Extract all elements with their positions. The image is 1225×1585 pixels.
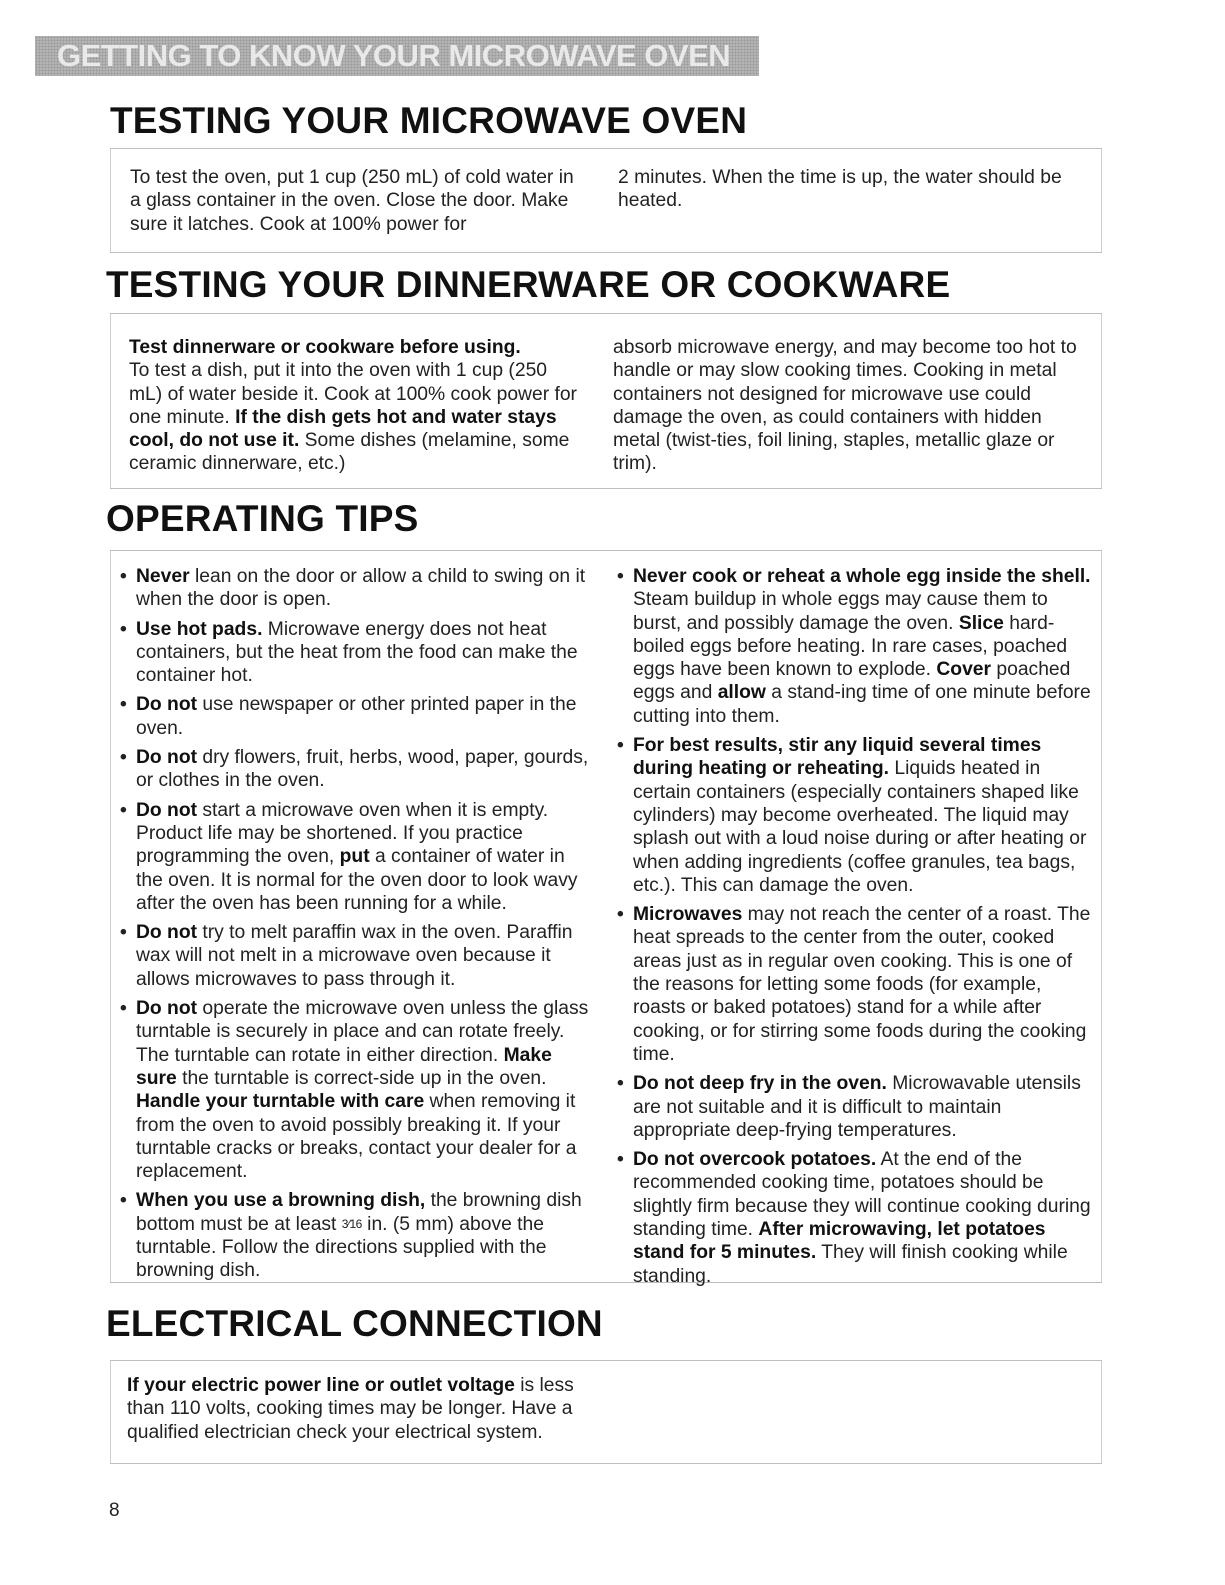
dinnerware-left-text-2: Some dishes (melamine, some ceramic dinnerware, etc.) [129,430,570,475]
dinnerware-left [129,336,581,476]
tip-text: They will finish cooking while standing. [633,1242,1068,1287]
tip-bold: Do not deep fry in the oven. [633,1073,887,1095]
tip-bold: allow [717,682,766,704]
heading-electrical-connection: ELECTRICAL CONNECTION [106,1303,603,1344]
box-testing-oven [110,148,1102,253]
dinnerware-left-text-1: To test a dish, put it into the oven with 1 cup (250 mL) of water beside it. Cook at 100% cook power for one minute. [129,360,577,428]
tip-text: the turntable is correct-side up in the oven. [176,1067,547,1089]
box-testing-dinnerware [110,313,1102,489]
tip-bold: Slice [958,612,1004,634]
electrical-lead: If your electric power line or outlet voltage [127,1375,515,1396]
tip-item [120,921,595,991]
tip-bold: Cover [936,659,992,681]
tip-item [617,1148,1095,1288]
tip-text: when removing it from the oven to avoid possibly breaking it. If your turntable cracks or breaks, contact your dealer for a replacement. [136,1091,577,1183]
tip-text: poached eggs and [633,659,1071,704]
tip-item [120,799,595,915]
tip-item [120,618,595,688]
tip-bold: Do not [136,998,198,1020]
tips-list-right [617,565,1095,1288]
tip-bold: Do not [136,922,198,944]
tip-bold: Make sure [136,1044,552,1089]
tip-text: try to melt paraffin wax in the oven. Paraffin wax will not melt in a microwave oven because it allows microwaves to pass through it. [136,922,573,990]
tip-item [120,746,595,793]
tip-item [617,734,1095,897]
tip-bold: Do not overcook potatoes. [633,1149,877,1171]
tip-text: may not reach the center of a roast. The heat spreads to the center from the outer, cooked areas just as in regular oven cooking. This is one of the reasons for letting some foods (for example, roasts or baked potatoes) stand for a while after cooking, or for stirring some foods during the cooking time. [633,904,1091,1065]
fraction: 3⁄16 [341,1216,362,1231]
testing-oven-right-text: 2 minutes. When the time is up, the water should be heated. [618,167,1062,212]
tip-text: Microwave energy does not heat containers, but the heat from the food can make the container hot. [136,618,578,687]
testing-oven-left-text: To test the oven, put 1 cup (250 mL) of cold water in a glass container in the oven. Close the door. Make sure it latches. Cook at 100% power for [130,167,574,235]
tip-text: At the end of the recommended cooking time, potatoes should be slightly firm because they will continue cooking during standing time. [633,1149,1091,1241]
banner-text: GETTING TO KNOW YOUR MICROWAVE OVEN [57,38,731,73]
electrical-left [127,1374,607,1444]
testing-oven-left [130,166,580,236]
tip-text: hard-boiled eggs before heating. In rare cases, poached eggs have been known to explode. [633,612,1068,681]
tip-item [120,565,595,612]
tip-text: a container of water in the oven. It is normal for the oven door to look wavy after the oven has been running for a while. [136,846,578,914]
heading-testing-dinnerware: TESTING YOUR DINNERWARE OR COOKWARE [106,264,951,305]
tip-text: Microwavable utensils are not suitable and it is difficult to maintain appropriate deep-frying temperatures. [633,1073,1081,1141]
operating-tips-left [120,565,595,1289]
tip-item [120,693,595,740]
tip-text: use newspaper or other printed paper in the oven. [136,694,577,739]
tip-text: dry flowers, fruit, herbs, wood, paper, gourds, or clothes in the oven. [136,747,589,792]
heading-testing-oven: TESTING YOUR MICROWAVE OVEN [110,100,748,141]
tip-bold: Handle your turntable with care [136,1091,425,1113]
tip-item [120,1189,595,1282]
testing-oven-right [618,166,1092,213]
tip-text: operate the microwave oven unless the glass turntable is securely in place and can rotate freely. The turntable can rotate in either direction. [136,998,589,1066]
box-operating-tips [110,550,1102,1287]
dinnerware-lead: Test dinnerware or cookware before using. [129,337,521,358]
tip-bold: Never [136,566,190,587]
section-banner [35,36,759,76]
dinnerware-right-text: absorb microwave energy, and may become too hot to handle or may slow cooking times. Cooking in metal containers not designed for microwave use could damage the oven, as could containers with hidden metal (twist-ties, foil lining, staples, metallic glaze or trim). [613,337,1077,475]
tip-bold: Do not [136,747,198,769]
dinnerware-right [613,336,1093,476]
tip-bold: For best results, stir any liquid several times during heating or reheating. [633,735,1042,780]
tip-bold: After microwaving, let potatoes stand for 5 minutes. [633,1219,1046,1264]
electrical-text: is less than 110 volts, cooking times may be longer. Have a qualified electrician check your electrical system. [127,1375,574,1443]
tip-bold: Do not [136,694,198,716]
box-electrical [110,1360,1102,1464]
tip-bold: Use hot pads. [136,618,263,640]
tip-text: a stand-ing time of one minute before cutting into them. [633,682,1091,727]
tip-bold: When you use a browning dish, [136,1190,426,1212]
page-number: 8 [109,1500,120,1521]
tip-text: the browning dish bottom must be at least [136,1190,582,1235]
tip-bold: Never cook or reheat a whole egg inside the shell. [633,566,1091,587]
tips-list-left [120,565,595,1283]
dinnerware-left-warning: If the dish gets hot and water stays cool, do not use it. [129,406,557,452]
tip-text: Liquids heated in certain containers (especially containers shaped like cylinders) may become overheated. The liquid may splash out with a loud noise during or after heating or when adding ingredients (coffee granules, tea bags, etc.). This can damage the oven. [633,758,1087,896]
tip-text: lean on the door or allow a child to swing on it when the door is open. [136,566,586,611]
operating-tips-right [617,565,1095,1294]
tip-item [617,1072,1095,1142]
tip-bold: put [339,846,370,868]
tip-item [617,565,1095,728]
tip-bold: Do not [136,799,198,821]
tip-item [617,903,1095,1066]
tip-bold: Microwaves [633,904,743,926]
tip-text: in. (5 mm) above the turntable. Follow the directions supplied with the browning dish. [136,1213,547,1282]
tip-text: start a microwave oven when it is empty. Product life may be shortened. If you practice programming the oven, [136,799,549,868]
tip-item [120,997,595,1183]
heading-operating-tips: OPERATING TIPS [106,498,419,539]
tip-text: Steam buildup in whole eggs may cause them to burst, and possibly damage the oven. [633,589,1048,634]
